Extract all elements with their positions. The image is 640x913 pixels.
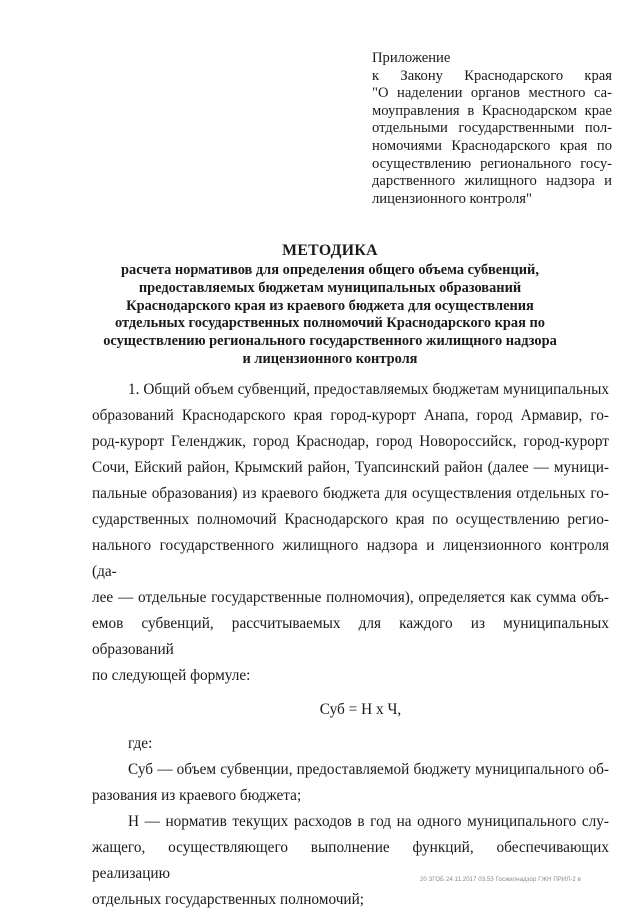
- appendix-line: дарственного жилищного надзора и: [372, 173, 612, 190]
- subtitle-line: осуществлению регионального государственного жилищного надзора: [103, 333, 557, 350]
- appendix-line: лицензионного контроля": [372, 190, 532, 207]
- subtitle-line: расчета нормативов для определения общего объема субвенций,: [121, 262, 539, 278]
- subtitle-line: отдельных государственных полномочий Краснодарского края по: [114, 315, 546, 332]
- appendix-line: "О наделении органов местного са-: [372, 85, 612, 102]
- paragraph-line: род-курорт Геленджик, город Краснодар, город Новороссийск, город-курорт: [92, 433, 609, 450]
- paragraph-line: Н — норматив текущих расходов в год на одного муниципального слу-: [128, 813, 609, 830]
- appendix-line: моуправления в Краснодарском крае: [372, 102, 612, 119]
- paragraph-line: емов субвенций, рассчитываемых для каждого из муниципальных образований: [92, 615, 609, 658]
- footer-stamp: 20 ЗГОБ 24.11.2017 03.53 Госжилнадзор ГЖН ПРИЛ-2 в: [420, 877, 581, 883]
- subtitle-line: предоставляемых бюджетам муниципальных образований: [138, 279, 522, 296]
- appendix-line: Приложение: [372, 50, 451, 66]
- paragraph-line: 1. Общий объем субвенций, предоставляемых бюджетам муниципальных: [128, 381, 609, 398]
- appendix-line: осуществлению регионального госу-: [372, 155, 612, 172]
- paragraph-line: сударственных полномочий Краснодарского края по осуществлению регио-: [92, 511, 609, 528]
- document-title: МЕТОДИКА: [282, 242, 378, 259]
- paragraph-line: Сочи, Ейский район, Крымский район, Туапсинский район (далее — муници-: [92, 459, 609, 476]
- paragraph-line: пальные образования) из краевого бюджета для осуществления отдельных го-: [92, 485, 609, 502]
- formula: Суб = Н х Ч,: [319, 701, 402, 718]
- paragraph-line: образований Краснодарского края город-курорт Анапа, город Армавир, го-: [92, 407, 609, 424]
- appendix-line: к Закону Краснодарского края: [372, 67, 612, 84]
- subtitle-line: Краснодарского края из краевого бюджета для осуществления: [126, 297, 534, 314]
- paragraph-line: нального государственного жилищного надзора и лицензионного контроля (да-: [92, 537, 609, 580]
- appendix-line: отдельными государственными пол-: [372, 120, 612, 137]
- subtitle-line: и лицензионного контроля: [242, 350, 418, 367]
- where-label: где:: [128, 735, 153, 752]
- paragraph-line: отдельных государственных полномочий;: [92, 891, 365, 908]
- paragraph-line: по следующей формуле:: [92, 667, 251, 684]
- appendix-line: номочиями Краснодарского края по: [372, 137, 612, 154]
- document-subtitle: [100, 262, 560, 369]
- paragraph-line: жащего, осуществляющего выполнение функций, обеспечивающих реализацию: [92, 839, 609, 882]
- paragraph-line: Суб — объем субвенции, предоставляемой бюджету муниципального об-: [128, 761, 609, 778]
- appendix-header: [372, 50, 612, 208]
- document-body: [92, 377, 609, 913]
- paragraph-line: разования из краевого бюджета;: [92, 787, 302, 804]
- paragraph-line: лее — отдельные государственные полномочия), определяется как сумма объ-: [92, 589, 609, 606]
